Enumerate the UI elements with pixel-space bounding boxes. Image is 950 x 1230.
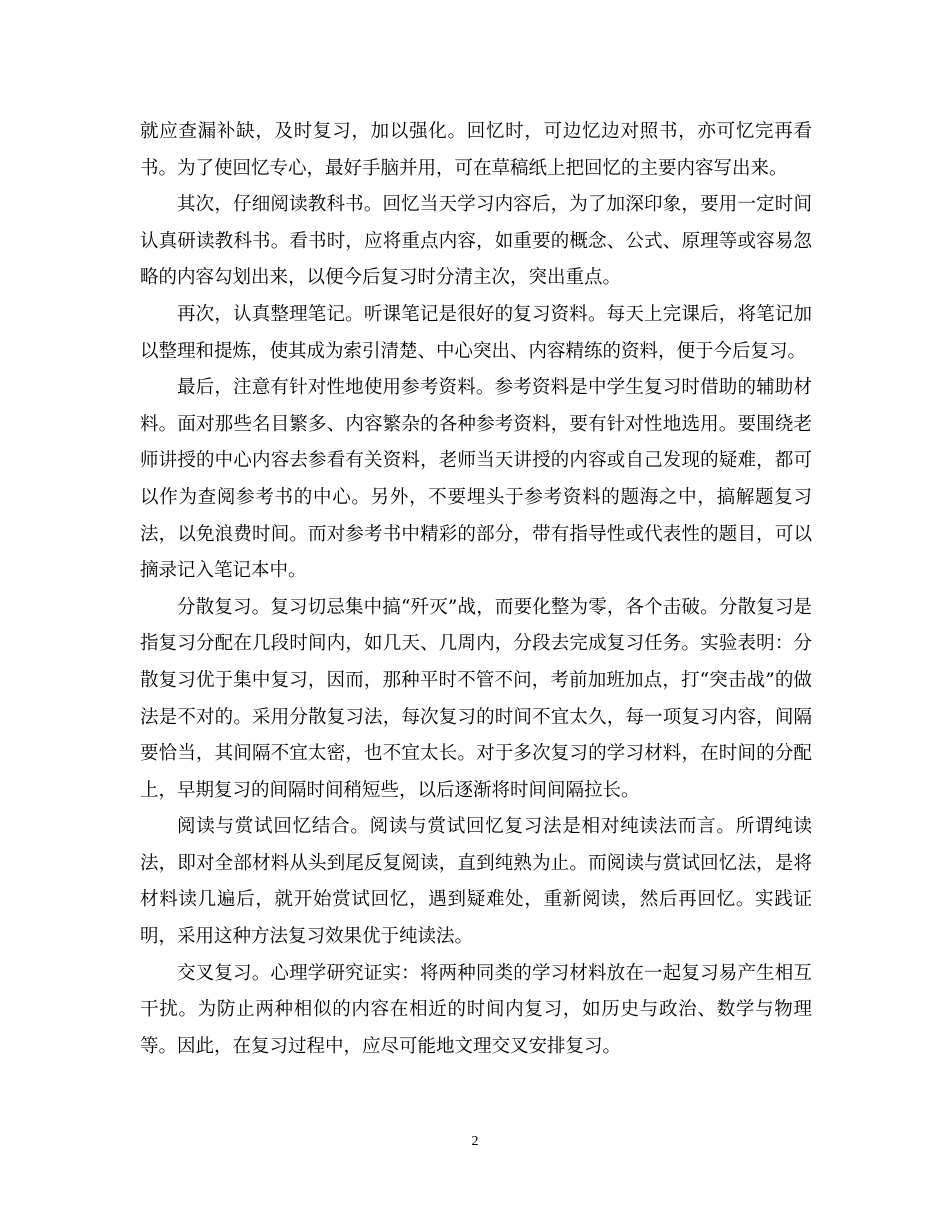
paragraph-5: 分散复习。复习切忌集中搞“歼灭”战，而要化整为零，各个击破。分散复习是指复习分配在几段时间内，如几天、几周内，分段去完成复习任务。实验表明：分散复习优于集中复习，因而，那种平时不管不问，考前加班加点，打“突击战”的做法是不对的。采用分散复习法，每次复习的时间不宜太久，每一项复习内容，间隔要恰当，其间隔不宜太密，也不宜太长。对于多次复习的学习材料，在时间的分配上，早期复习的间隔时间稍短些，以后逐渐将时间间隔拉长。 xyxy=(140,596,812,801)
paragraph-6: 阅读与赏试回忆结合。阅读与赏试回忆复习法是相对纯读法而言。所谓纯读法，即对全部材料从头到尾反复阅读，直到纯熟为止。而阅读与赏试回忆法，是将材料读几遍后，就开始赏试回忆，遇到疑难处，重新阅读，然后再回忆。实践证明，采用这种方法复习效果优于纯读法。 xyxy=(140,816,812,948)
page-number: 2 xyxy=(471,1134,479,1149)
paragraph-2: 其次，仔细阅读教科书。回忆当天学习内容后，为了加深印象，要用一定时间认真研读教科书。看书时，应将重点内容，如重要的概念、公式、原理等或容易忽略的内容勾划出来，以便今后复习时分清主次，突出重点。 xyxy=(140,194,812,289)
page-body xyxy=(140,114,812,1065)
paragraph-7: 交叉复习。心理学研究证实：将两种同类的学习材料放在一起复习易产生相互干扰。为防止两种相似的内容在相近的时间内复习，如历史与政治、数学与物理等。因此，在复习过程中，应尽可能地文理交叉安排复习。 xyxy=(140,962,812,1057)
paragraph-4: 最后，注意有针对性地使用参考资料。参考资料是中学生复习时借助的辅助材料。面对那些名目繁多、内容繁杂的各种参考资料，要有针对性地选用。要围绕老师讲授的中心内容去参看有关资料，老师当天讲授的内容或自己发现的疑难，都可以作为查阅参考书的中心。另外，不要埋头于参考资料的题海之中，搞解题复习法，以免浪费时间。而对参考书中精彩的部分，带有指导性或代表性的题目，可以摘录记入笔记本中。 xyxy=(140,377,812,582)
paragraph-3: 再次，认真整理笔记。听课笔记是很好的复习资料。每天上完课后，将笔记加以整理和提炼，使其成为索引清楚、中心突出、内容精练的资料，便于今后复习。 xyxy=(140,303,812,362)
paragraph-1: 就应查漏补缺，及时复习，加以强化。回忆时，可边忆边对照书，亦可忆完再看书。为了使回忆专心，最好手脑并用，可在草稿纸上把回忆的主要内容写出来。 xyxy=(140,121,812,179)
